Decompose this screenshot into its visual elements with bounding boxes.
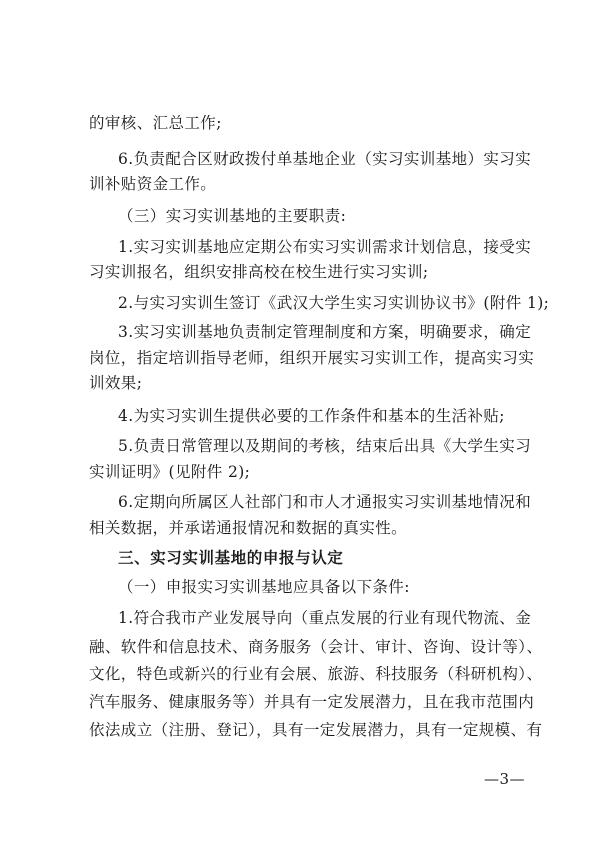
text-line: 的审核、汇总工作; <box>89 114 222 132</box>
page-number: —3— <box>484 770 526 788</box>
text-line: 6.定期向所属区人社部门和市人才通报实习实训基地情况和 <box>118 493 532 511</box>
text-line: 实训证明》(见附件 2); <box>89 463 251 481</box>
text-line: 习实训报名，组织安排高校在校生进行实习实训; <box>89 263 429 281</box>
text-line: 6.负责配合区财政拨付单基地企业（实习实训基地）实习实 <box>118 150 532 168</box>
chapter-heading: 三、实习实训基地的申报与认定 <box>118 549 344 567</box>
text-line: 汽车服务、健康服务等）并具有一定发展潜力，且在我市范围内 <box>89 693 535 711</box>
text-line: 文化，特色或新兴的行业有会展、旅游、科技服务（科研机构）、 <box>89 665 543 683</box>
section-heading: （一）申报实习实训基地应具备以下条件: <box>118 578 410 596</box>
text-line: 相关数据，并承诺通报情况和数据的真实性。 <box>89 519 408 537</box>
section-heading: （三）实习实训基地的主要职责: <box>118 207 347 225</box>
text-line: 3.实习实训基地负责制定管理制度和方案，明确要求，确定 <box>118 323 532 341</box>
text-line: 岗位，指定培训指导老师，组织开展实习实训工作，提高实习实 <box>89 349 535 367</box>
text-line: 2.与实习实训生签订《武汉大学生实习实训协议书》(附件 1); <box>118 294 550 312</box>
text-line: 1.实习实训基地应定期公布实习实训需求计划信息，接受实 <box>118 238 532 256</box>
text-line: 1.符合我市产业发展导向（重点发展的行业有现代物流、金 <box>118 609 532 627</box>
text-line: 4.为实习实训生提供必要的工作条件和基本的生活补贴; <box>118 407 505 425</box>
text-line: 5.负责日常管理以及期间的考核，结束后出具《大学生实习 <box>118 437 532 455</box>
text-line: 训效果; <box>89 374 143 392</box>
text-line: 训补贴资金工作。 <box>89 175 217 193</box>
text-line: 依法成立（注册、登记），具有一定发展潜力，具有一定规模、有 <box>89 721 543 739</box>
text-line: 融、软件和信息技术、商务服务（会计、审计、咨询、设计等）、 <box>89 638 543 656</box>
